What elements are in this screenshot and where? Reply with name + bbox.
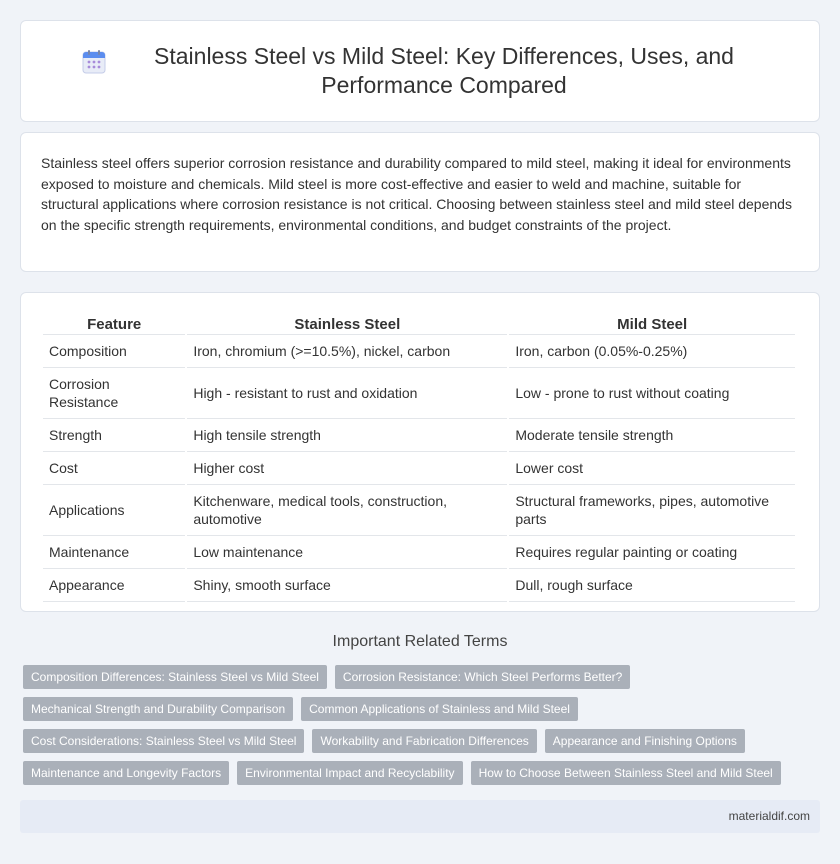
cell-feature: Applications [43,485,185,536]
tag-row [23,665,823,689]
intro-paragraph: Stainless steel offers superior corrosion resistance and durability compared to mild steel, making it ideal for environments exposed to moisture and chemicals. Mild steel is more cost-effective and easier to weld and machine, suitable for structural applications where corrosion resistance is not critical. Choosing between stainless steel and mild steel depends on the specific strength requirements, environmental conditions, and budget constraints of the project. [41,155,792,233]
tag-row [23,729,823,753]
footer-site-name: materialdif.com [728,809,810,823]
cell-feature: Composition [43,335,185,368]
comparison-table [41,313,797,602]
header-mild-steel: Mild Steel [509,313,795,335]
tag-link[interactable]: Corrosion Resistance: Which Steel Performs Better? [335,665,630,689]
cell-mild-steel: Low - prone to rust without coating [509,368,795,419]
footer [20,800,820,833]
calendar-icon [81,49,107,75]
related-terms-tags [23,665,823,793]
tag-row [23,761,823,785]
cell-mild-steel: Moderate tensile strength [509,419,795,452]
tag-link[interactable]: Cost Considerations: Stainless Steel vs Mild Steel [23,729,304,753]
intro-card [20,132,820,272]
cell-stainless-steel: Higher cost [187,452,507,485]
cell-stainless-steel: Iron, chromium (>=10.5%), nickel, carbon [187,335,507,368]
cell-mild-steel: Structural frameworks, pipes, automotive parts [509,485,795,536]
header-stainless-steel: Stainless Steel [187,313,507,335]
cell-stainless-steel: Kitchenware, medical tools, construction, automotive [187,485,507,536]
tag-link[interactable]: Mechanical Strength and Durability Comparison [23,697,293,721]
cell-feature: Appearance [43,569,185,602]
cell-stainless-steel: High tensile strength [187,419,507,452]
header [81,42,759,100]
tag-link[interactable]: Common Applications of Stainless and Mild Steel [301,697,578,721]
cell-feature: Corrosion Resistance [43,368,185,419]
cell-feature: Strength [43,419,185,452]
related-terms-title: Important Related Terms [332,633,508,650]
tag-link[interactable]: Composition Differences: Stainless Steel vs Mild Steel [23,665,327,689]
header-card [20,20,820,122]
tag-link[interactable]: Maintenance and Longevity Factors [23,761,229,785]
table-row [43,335,795,368]
tag-row [23,697,823,721]
table-row [43,536,795,569]
table-row [43,485,795,536]
tag-link[interactable]: How to Choose Between Stainless Steel and Mild Steel [471,761,781,785]
table-row [43,419,795,452]
table-row [43,452,795,485]
cell-mild-steel: Iron, carbon (0.05%-0.25%) [509,335,795,368]
cell-mild-steel: Requires regular painting or coating [509,536,795,569]
tag-link[interactable]: Appearance and Finishing Options [545,729,745,753]
cell-stainless-steel: Shiny, smooth surface [187,569,507,602]
cell-mild-steel: Lower cost [509,452,795,485]
table-row [43,368,795,419]
cell-feature: Maintenance [43,536,185,569]
table-row [43,569,795,602]
cell-feature: Cost [43,452,185,485]
header-feature: Feature [43,313,185,335]
tag-link[interactable]: Environmental Impact and Recyclability [237,761,462,785]
cell-stainless-steel: High - resistant to rust and oxidation [187,368,507,419]
page-title: Stainless Steel vs Mild Steel: Key Differences, Uses, and Performance Compared [154,43,734,98]
tag-link[interactable]: Workability and Fabrication Differences [312,729,536,753]
table-header-row [43,313,795,335]
cell-stainless-steel: Low maintenance [187,536,507,569]
cell-mild-steel: Dull, rough surface [509,569,795,602]
comparison-table-card [20,292,820,612]
